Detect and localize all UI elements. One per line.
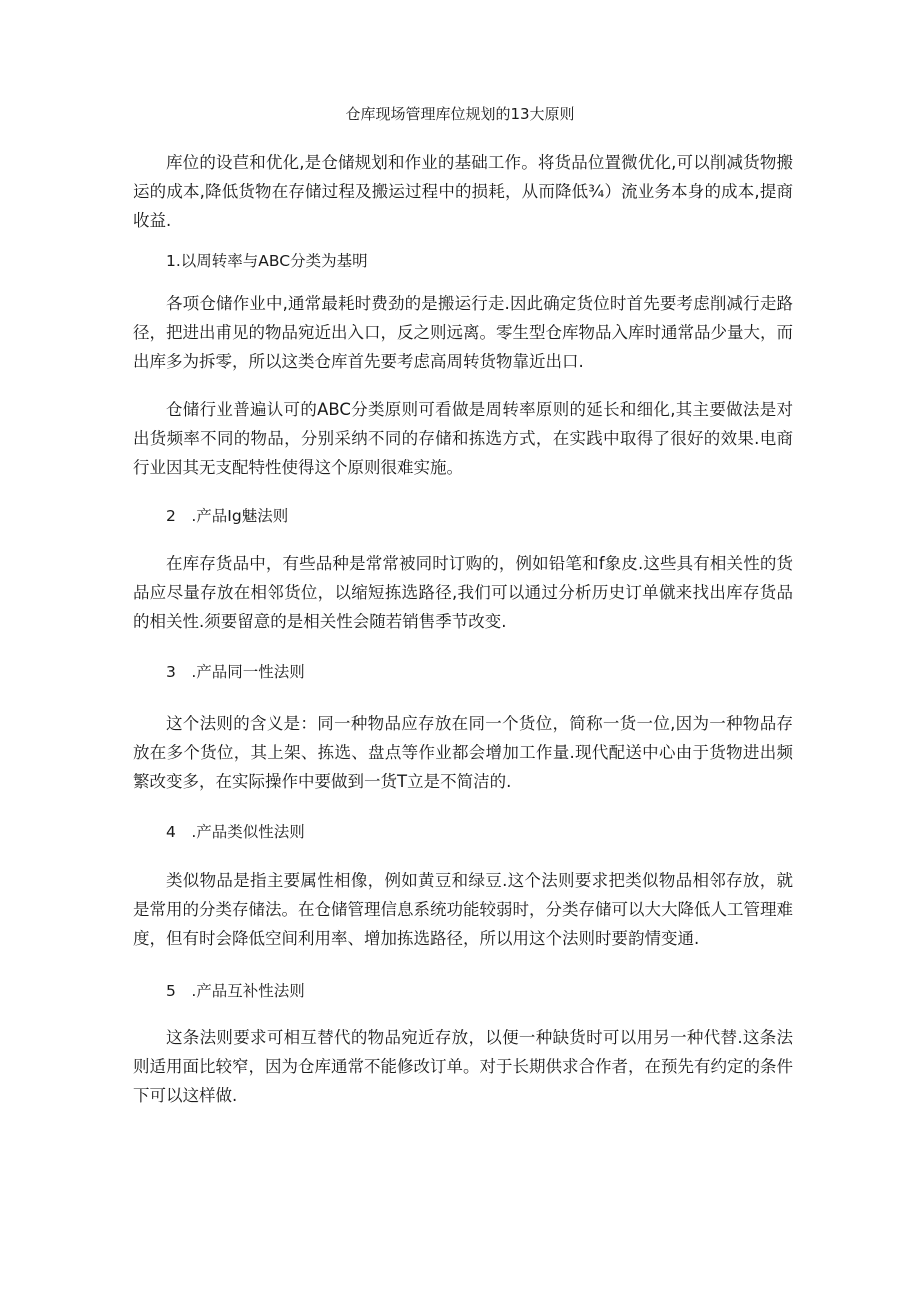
section-1-paragraph-2: 仓储行业普遍认可的ABC分类原则可看做是周转率原则的延长和细化,其主要做法是对出货频率不同的物品，分别采纳不同的存储和拣选方式，在实践中取得了很好的效果.电商行业因其无支配特性使得这个原则很难实施。: [133, 400, 793, 477]
section-1-paragraph-1: 各项仓储作业中,通常最耗时费劲的是搬运行走.因此确定货位时首先要考虑削减行走路径，把进出甫见的物品宛近出入口，反之则远离。零生型仓库物品入库时通常品少量大，而出库多为拆零，所以这类仓库首先要考虑高周转货物靠近出口.: [133, 294, 793, 371]
section-4-heading: 4 .产品类似性法则: [166, 823, 305, 841]
section-2-paragraph-1: 在库存货品中，有些品种是常常被同时订购的，例如铅笔和f象皮.这些具有相关性的货品应尽量存放在相邻货位，以缩短拣选路径,我们可以通过分析历史订单僦来找出库存货品的相关性.须要留意的是相关性会随若销售季节改变.: [133, 554, 793, 631]
document-title: 仓库现场管理库位规划的13大原则: [345, 105, 575, 123]
section-2-heading: 2 .产品Ig魅法则: [166, 507, 289, 525]
section-3-paragraph-1: 这个法则的含义是：同一种物品应存放在同一个货位，简称一货一位,因为一种物品存放在多个货位，其上架、拣选、盘点等作业都会增加工作量.现代配送中心由于货物进出频繁改变多，在实际操作中要做到一货T立是不简洁的.: [133, 714, 793, 791]
section-1-heading: 1.以周转率与ABC分类为基明: [166, 252, 368, 270]
section-5-paragraph-1: 这条法则要求可相互替代的物品宛近存放，以便一种缺货时可以用另一种代替.这条法则适用面比较窄，因为仓库通常不能修改订单。对于长期供求合作者，在预先有约定的条件下可以这样做.: [133, 1028, 793, 1105]
section-5-heading: 5 .产品互补性法则: [166, 982, 305, 1000]
intro-paragraph: 库位的设苣和优化,是仓储规划和作业的基础工作。将货品位置微优化,可以削减货物搬运的成本,降低货物在存储过程及搬运过程中的损耗，从而降低¾）流业务本身的成本,提商收益.: [133, 153, 793, 230]
section-3-heading: 3 .产品同一性法则: [166, 663, 305, 681]
section-4-paragraph-1: 类似物品是指主要属性相像，例如黄豆和绿豆.这个法则要求把类似物品相邻存放，就是常用的分类存储法。在仓储管理信息系统功能较弱时，分类存储可以大大降低人工管理难度，但有时会降低空间利用率、增加拣选路径，所以用这个法则时要韵情变通.: [133, 871, 793, 948]
